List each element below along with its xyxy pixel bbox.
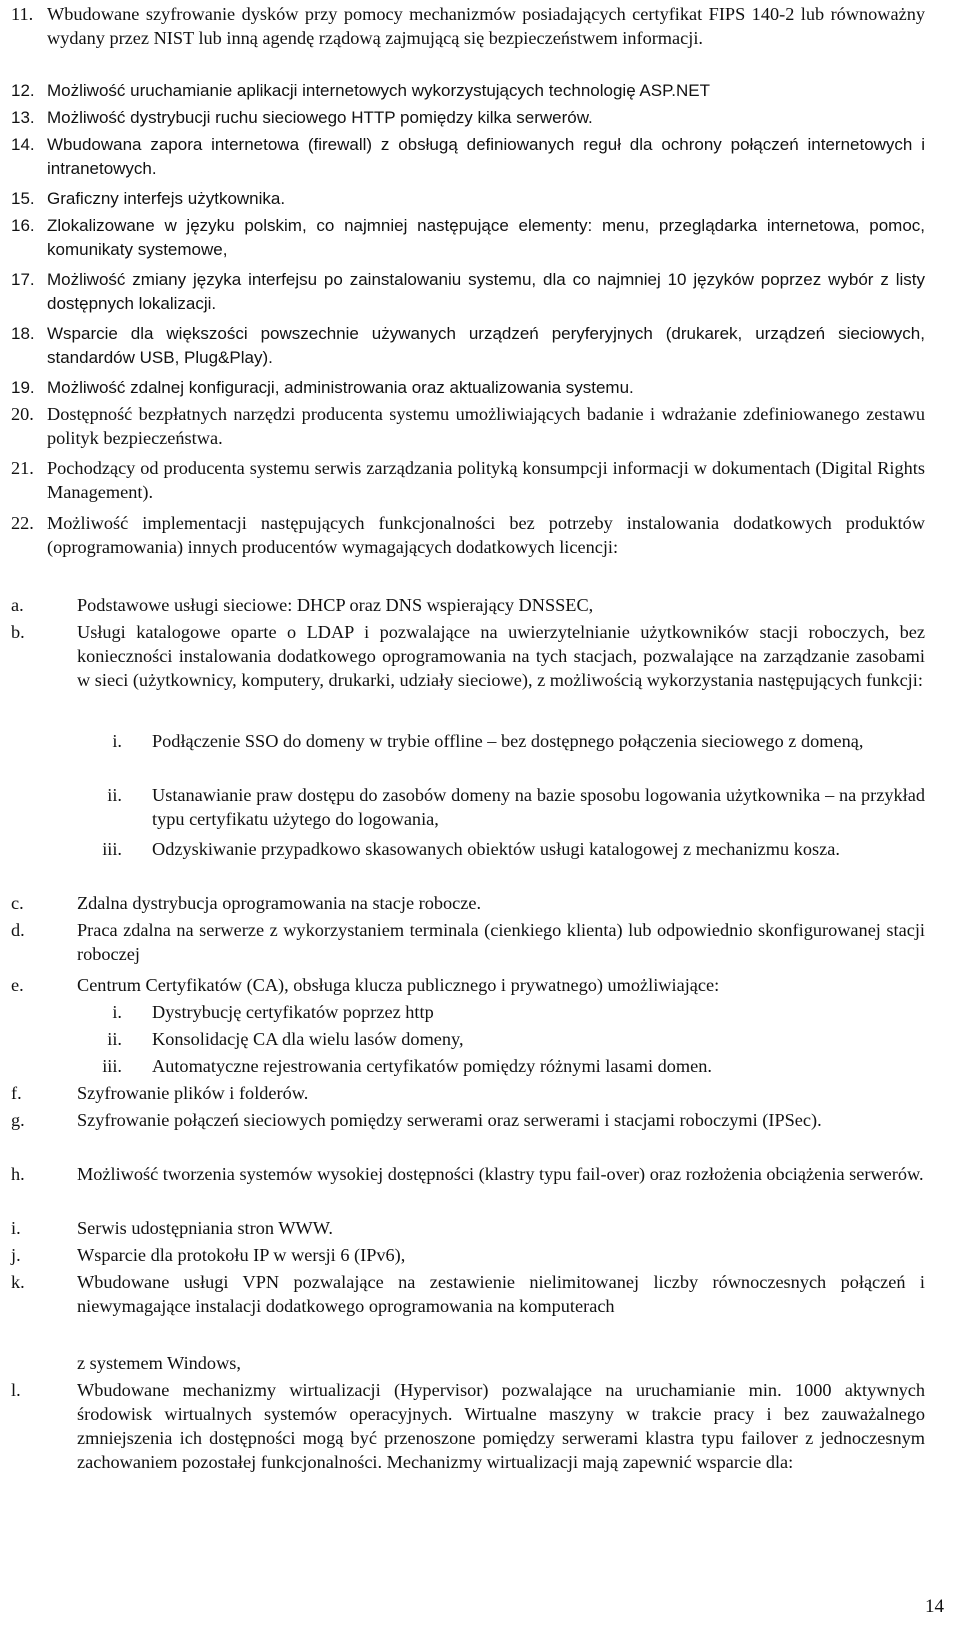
item-text: Dostępność bezpłatnych narzędzi producenta systemu umożliwiających badanie i wdrażanie zdefiniowanego zestawu polityk bezpieczeństwa. [47,404,925,448]
item-text: Zdalna dystrybucja oprogramowania na stacje robocze. [77,893,482,913]
list-item-b [11,620,925,692]
item-letter: h. [11,1164,25,1184]
item-text: Wbudowane szyfrowanie dysków przy pomocy mechanizmów posiadających certyfikat FIPS 140-2 lub równoważny wydany przez NIST lub inną agendę rządową zajmującą się bezpieczeństwem informacji. [47,4,925,48]
item-letter: d. [11,920,25,940]
item-letter: c. [11,893,24,913]
list-item-f [11,1081,925,1105]
item-text: Wbudowane mechanizmy wirtualizacji (Hypervisor) pozwalające na uruchamianie min. 1000 aktywnych środowisk wirtualnych systemów operacyjnych. Wirtualne maszyny w trakcie pracy i bez zauważalnego zmniejszenia ich dostępności mogą być przenoszone pomiędzy serwerami klastra typu failover z jednoczesnym zachowaniem pozostałej funkcjonalności. Mechanizmy wirtualizacji mają zapewnić wsparcie dla: [77,1380,925,1472]
list-item-19 [11,376,925,400]
item-text: Serwis udostępniania stron WWW. [77,1218,333,1238]
item-text: Odzyskiwanie przypadkowo skasowanych obiektów usługi katalogowej z mechanizmu kosza. [152,839,840,859]
item-text: Ustanawianie praw dostępu do zasobów domeny na bazie sposobu logowania użytkownika – na przykład typu certyfikatu użytego do logowania, [152,785,925,829]
item-letter: j. [11,1245,21,1265]
item-number: 12. [11,81,35,100]
list-item-l [11,1378,925,1474]
item-text: Możliwość dystrybucji ruchu sieciowego HTTP pomiędzy kilka serwerów. [47,108,593,127]
item-text: Podłączenie SSO do domeny w trybie offline – bez dostępnego połączenia sieciowego z domeną, [152,731,864,751]
item-text: Możliwość uruchamianie aplikacji internetowych wykorzystujących technologię ASP.NET [47,81,710,100]
list-item-g [11,1108,925,1132]
item-letter: g. [11,1110,25,1130]
item-text: Automatyczne rejestrowania certyfikatów pomiędzy różnymi lasami domen. [152,1056,712,1076]
list-item-12 [11,79,925,103]
list-item-21 [11,456,925,504]
list-item-13 [11,106,925,130]
item-roman: ii. [107,785,122,805]
item-text: Wsparcie dla większości powszechnie używanych urządzeń peryferyjnych (drukarek, urządzeń sieciowych, standardów USB, Plug&Play). [47,324,925,367]
list-item-16 [11,214,925,262]
list-item-14 [11,133,925,181]
item-text: Możliwość zdalnej konfiguracji, administrowania oraz aktualizowania systemu. [47,378,634,397]
item-text: Usługi katalogowe oparte o LDAP i pozwalające na uwierzytelnianie użytkowników stacji roboczych, bez konieczności instalowania dodatkowego oprogramowania na tych stacjach, pozwalające na zarządzanie zasobami w sieci (użytkownicy, komputery, drukarki, udziały sieciowe), z możliwością wykorzystania następujących funkcji: [77,622,925,690]
list-item-e [11,973,925,997]
item-number: 13. [11,108,35,127]
list-item-d [11,918,925,966]
item-number: 20. [11,404,34,424]
list-item-j [11,1243,925,1267]
list-item-h [11,1162,925,1186]
list-item-15 [11,187,925,211]
item-text: Graficzny interfejs użytkownika. [47,189,286,208]
item-text: Konsolidację CA dla wielu lasów domeny, [152,1029,464,1049]
item-text: Wsparcie dla protokołu IP w wersji 6 (IPv6), [77,1245,406,1265]
item-text: Zlokalizowane w języku polskim, co najmniej następujące elementy: menu, przeglądarka internetowa, pomoc, komunikaty systemowe, [47,216,925,259]
list-item-17 [11,268,925,316]
item-number: 11. [11,4,34,24]
item-letter: i. [11,1218,21,1238]
item-roman: iii. [102,839,122,859]
item-number: 22. [11,513,34,533]
list-item-b-ii [60,783,925,831]
item-roman: ii. [107,1029,122,1049]
item-letter: f. [11,1083,22,1103]
list-item-i [11,1216,925,1240]
item-text: Wbudowane usługi VPN pozwalające na zestawienie nielimitowanej liczby równoczesnych połączeń i niewymagające instalacji dodatkowego oprogramowania na komputerach [77,1272,925,1316]
item-text: Podstawowe usługi sieciowe: DHCP oraz DNS wspierający DNSSEC, [77,595,594,615]
item-number: 16. [11,216,35,235]
item-text: z systemem Windows, [77,1353,241,1373]
list-item-11 [11,2,925,50]
list-item-a [11,593,925,617]
list-item-18 [11,322,925,370]
item-letter: k. [11,1272,25,1292]
item-text: Wbudowana zapora internetowa (firewall) z obsługą definiowanych reguł dla ochrony połączeń internetowych i intranetowych. [47,135,925,178]
item-text: Centrum Certyfikatów (CA), obsługa klucza publicznego i prywatnego) umożliwiające: [77,975,720,995]
list-item-b-i [60,729,925,753]
item-text: Szyfrowanie plików i folderów. [77,1083,309,1103]
list-item-b-iii [60,837,925,861]
item-letter: l. [11,1380,21,1400]
item-number: 17. [11,270,35,289]
item-number: 18. [11,324,35,343]
item-text: Dystrybucję certyfikatów poprzez http [152,1002,434,1022]
list-item-e-ii [60,1027,925,1051]
item-number: 14. [11,135,35,154]
list-item-22 [11,511,925,559]
list-item-e-i [60,1000,925,1024]
item-text: Możliwość zmiany języka interfejsu po zainstalowaniu systemu, dla co najmniej 10 języków poprzez wybór z listy dostępnych lokalizacji. [47,270,925,313]
item-text: Praca zdalna na serwerze z wykorzystaniem terminala (cienkiego klienta) lub odpowiednio skonfigurowanej stacji roboczej [77,920,925,964]
item-text: Możliwość implementacji następujących funkcjonalności bez potrzeby instalowania dodatkowych produktów (oprogramowania) innych producentów wymagających dodatkowych licencji: [47,513,925,557]
item-text: Pochodzący od producenta systemu serwis zarządzania polityką konsumpcji informacji w dokumentach (Digital Rights Management). [47,458,925,502]
item-roman: iii. [102,1056,122,1076]
item-letter: e. [11,975,24,995]
list-item-k [11,1270,925,1318]
item-text: Szyfrowanie połączeń sieciowych pomiędzy serwerami oraz serwerami i stacjami roboczymi (IPSec). [77,1110,822,1130]
item-text: Możliwość tworzenia systemów wysokiej dostępności (klastry typu fail-over) oraz rozłożenia obciążenia serwerów. [77,1164,924,1184]
item-number: 21. [11,458,34,478]
item-roman: i. [112,1002,122,1022]
item-letter: a. [11,595,24,615]
list-item-e-iii [60,1054,925,1078]
list-item-c [11,891,925,915]
item-number: 19. [11,378,35,397]
page-number: 14 [925,1596,944,1617]
list-item-k-continued [11,1351,925,1375]
item-roman: i. [112,731,122,751]
item-number: 15. [11,189,35,208]
list-item-20 [11,402,925,450]
item-letter: b. [11,622,25,642]
